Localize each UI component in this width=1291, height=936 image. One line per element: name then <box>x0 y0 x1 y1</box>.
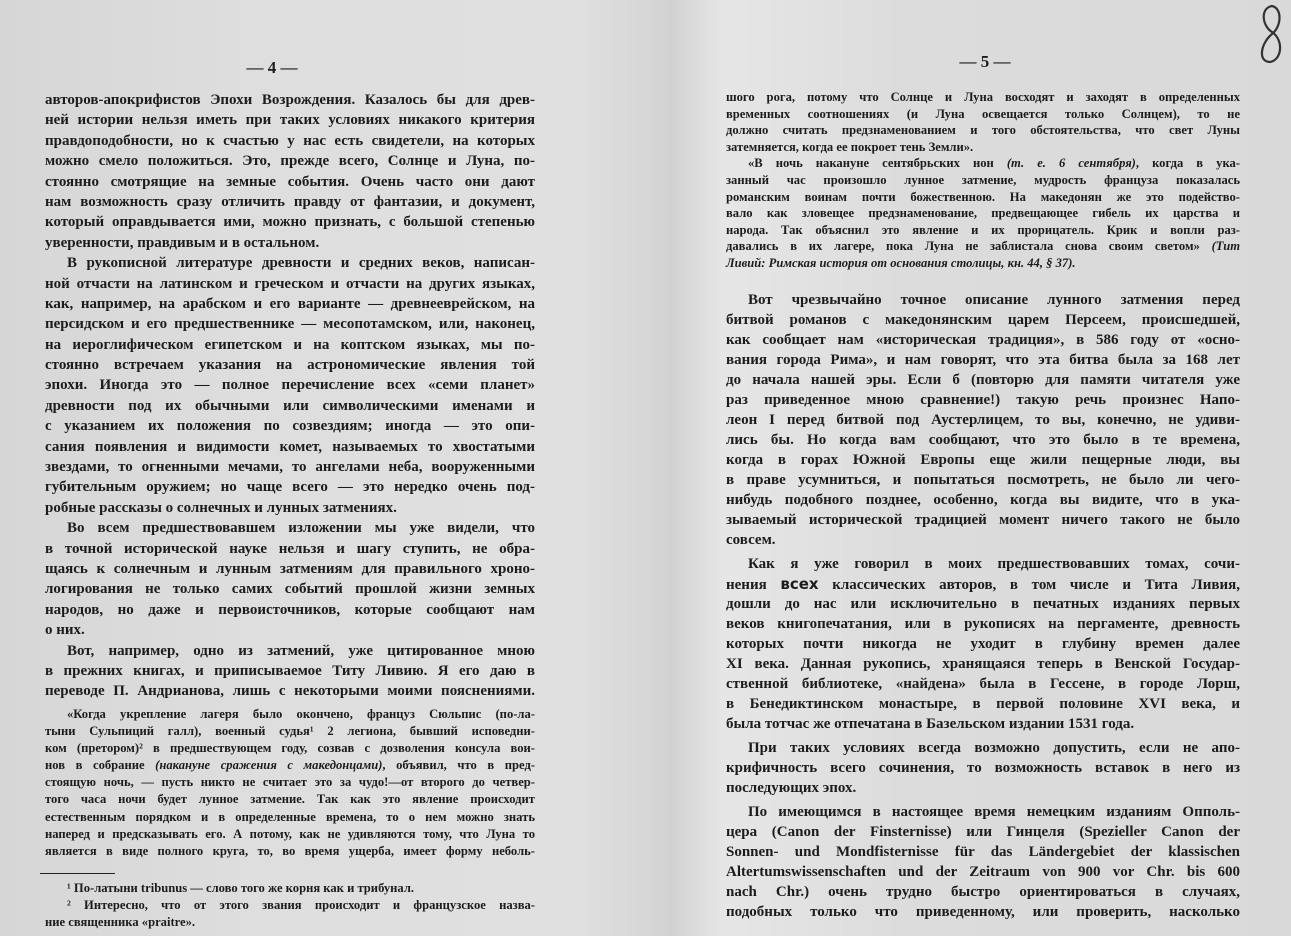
left-page <box>0 0 640 936</box>
italic-text: (Тит <box>1211 239 1240 254</box>
text-segment: классических авторов, в том числе и Тита Ливия, <box>818 577 1240 593</box>
text-line: При таких условиях всегда возможно допустить, если не апо- <box>748 740 1240 756</box>
text-line: nach Chr.) очень трудно быстро ориентироваться в случаях, <box>726 884 1240 900</box>
text-segment: давались в их лагере, пока Луна не заблистала снова своим светом» <box>726 239 1212 254</box>
text-line: правдоподобности, но к счастью у нас есть свидетели, на которых <box>45 132 535 149</box>
text-line: губительным оружием; но чаще всего — это нередко очень под- <box>45 479 535 496</box>
paragraph <box>726 155 1240 271</box>
text-line: авторов-апокрифистов Эпохи Возрождения. Казалось бы для древ- <box>45 92 535 108</box>
text-segment: нов в собрание <box>45 758 156 773</box>
page-number: — 4 — <box>246 58 298 77</box>
text-line: ней истории нельзя иметь при таких условиях никакого критерия <box>45 112 535 129</box>
text-line: «Когда укрепление лагеря было окончено, француз Сюльпис (по-ла- <box>67 707 535 721</box>
paragraph <box>45 880 535 897</box>
text-line: дошли до нас или исключительно в печатных изданиях первых <box>726 596 1240 612</box>
emphasized-text: всех <box>780 575 819 593</box>
text-line: зываемый исторической традицией момент ничего такого не было <box>726 512 1240 528</box>
footnote-divider <box>40 873 115 874</box>
block-quote <box>45 706 535 860</box>
text-line: нибудь подобного позднее, особенно, когда вы видите, что в ука- <box>726 492 1240 508</box>
text-line: нам возможность сразу отличить правду от фантазии, и документ, <box>45 193 535 210</box>
text-line: народов, но даже и первоисточников, которые сообщают нам <box>45 601 535 618</box>
text-line: леон I перед битвой под Аустерлицем, то вы, конечно, не удиви- <box>726 412 1240 428</box>
text-line: как сообщает нам «историческая традиция», в 586 году от «осно- <box>726 332 1240 348</box>
text-line: ² Интересно, что от этого звания происходит и французское назва- <box>67 898 535 912</box>
italic-text: (накануне сражения с македонцами) <box>155 758 383 773</box>
text-line: того часа ночи будет лунное затмение. Так как это явление происходит <box>45 792 535 807</box>
text-line: затемняется, когда ее покроет тень Земли». <box>726 139 974 154</box>
body-text <box>45 90 535 702</box>
text-line: наперед и предсказывать его. А потому, как не удивляются тому, что Луна то <box>45 826 535 841</box>
text-line: XI века. Данная рукопись, хранящаяся теперь в Венской Государ- <box>726 656 1240 672</box>
text-line: логирования не только самих событий прошлой жизни земных <box>45 581 535 598</box>
text-line: которых почти никогда не уходит в глубину времен далее <box>726 636 1240 652</box>
text-line <box>45 757 535 774</box>
paragraph <box>726 802 1240 922</box>
text-line <box>726 574 1240 594</box>
text-line: ком (претором)² в предшествующем году, созвав с дозволения консула вои- <box>45 741 535 756</box>
text-line: в прежних книгах, и приписываемое Титу Ливию. Я его даю в <box>45 662 535 679</box>
text-line: В рукописной литературе древности и средних веков, написан- <box>67 255 535 272</box>
text-line: крифичность всего сочинения, то возможность вставок в него из <box>726 760 1240 776</box>
paragraph <box>726 89 1240 155</box>
text-line: занный час произошло лунное затмение, мудрость француза показалась <box>726 172 1240 187</box>
text-line: лись бы. Но когда вам сообщают, что это было в те времена, <box>726 432 1240 448</box>
text-segment: , когда в ука- <box>1135 156 1240 171</box>
text-line: подобных только что приведенному, или проверить, насколько <box>726 904 1240 920</box>
text-line: как, например, на арабском и его варианте — древнееврейском, на <box>45 295 535 312</box>
italic-text: (т. е. 6 сентября) <box>1006 156 1136 171</box>
text-line: ние священника «praitre». <box>45 915 196 929</box>
text-line: тыни Сульпиций галл), военный судья¹ 2 легиона, бывший исповедни- <box>45 724 535 739</box>
text-line: Как я уже говорил в моих предшествовавших томах, сочи- <box>748 556 1240 572</box>
text-line: совсем. <box>726 532 776 548</box>
text-line: стоянно смотрящие на земные события. Очень часто они дают <box>45 173 535 190</box>
text-line <box>726 155 1240 172</box>
text-line: с указанием их положения по созвездиям; иногда — это опи- <box>45 418 535 435</box>
text-line: временных соотношениях (и Луна освещается только Солнцем), то не <box>726 106 1240 121</box>
text-line: сания появления и видимости комет, называемых то хвостатыми <box>45 438 535 455</box>
text-line: персидском и его предшественнике — месопотамском, или, наконец, <box>45 316 535 333</box>
text-line: битвой романов с македонянским царем Персеем, происшедшей, <box>726 312 1240 328</box>
text-line: в праве усумниться, и попытаться посмотреть, не было ли чего- <box>726 472 1240 488</box>
text-line: уверенности, правдивым и в остальном. <box>45 234 320 251</box>
text-line: Вот, например, одно из затмений, уже цитированное мною <box>67 642 535 659</box>
text-line: Altertumswissenschaften und der Zeitraum von 900 vor Chr. bis 600 <box>726 864 1240 880</box>
text-line: в точной исторической науке нельзя и шагу ступить, не обра- <box>45 540 535 557</box>
text-line: ной отчасти на латинском и греческом и отчасти на других языках, <box>45 275 535 292</box>
page-number: — 5 — <box>959 52 1011 71</box>
text-line <box>726 255 1240 272</box>
right-page <box>640 0 1291 936</box>
text-line: ственной библиотеке, «найдена» была в Гессене, в городе Лорш, <box>726 676 1240 692</box>
paragraph <box>45 253 535 518</box>
text-line <box>726 238 1240 255</box>
paragraph <box>726 738 1240 798</box>
paragraph <box>45 897 535 931</box>
footnotes <box>45 880 535 931</box>
text-line: Sonnen- und Mondfisternisse für das Ländergebiet der klassischen <box>726 844 1240 860</box>
text-line: можно смело положиться. Это, прежде всего, Солнце и Луна, по- <box>45 153 535 170</box>
text-line: Вот чрезвычайно точное описание лунного затмения перед <box>748 292 1240 308</box>
text-line: является в виде полного круга, то, во время ущерба, имеет форму неболь- <box>45 843 535 858</box>
text-line: когда в горах Южной Европы еще жили пещерные люди, вы <box>726 452 1240 468</box>
block-quote <box>726 89 1240 272</box>
paragraph <box>45 641 535 702</box>
paragraph <box>45 518 535 640</box>
text-line: естественным порядком и в определенные времена, то о нем можно знать <box>45 809 535 824</box>
text-line: вания города Рима», и нам говорят, что эта битва была за 168 лет <box>726 352 1240 368</box>
text-line: должно считать предзнаменованием и того обстоятельства, что свет Луны <box>726 123 1240 138</box>
text-line: о них. <box>45 622 85 639</box>
text-segment: , объявил, что в пред- <box>382 758 536 773</box>
text-line: шого рога, потому что Солнце и Луна восходят и заходят в определенных <box>726 90 1240 104</box>
handwritten-page-mark <box>1252 0 1291 70</box>
italic-text: Ливий: Римская история от основания столицы, кн. 44, § 37). <box>726 255 1076 270</box>
text-line: цера (Canon der Finsternisse) или Гинцеля (Spezieller Canon der <box>726 824 1240 840</box>
paragraph <box>726 554 1240 734</box>
text-line: который оправдывается ими, можно признать, с большой степенью <box>45 214 535 231</box>
text-line: переводе П. Андрианова, лишь с некоторыми моими пояснениями. <box>45 683 535 700</box>
text-line: веков книгопечатания, или в рукописях на пергаменте, древность <box>726 616 1240 632</box>
text-line: последующих эпох. <box>726 780 857 796</box>
text-line: стоянно встречаем указания на астрономические явления той <box>45 357 535 374</box>
text-line: древности под их обычными или символическими именами и <box>45 397 535 414</box>
text-line: была тотчас же отпечатана в Базельском издании 1531 года. <box>726 716 1135 732</box>
text-line: на иероглифическом египетском и на коптском языках, мы по- <box>45 336 535 353</box>
text-line: звездами, то огненными мечами, то ангелами неба, вооруженными <box>45 459 535 476</box>
text-line: народа. Так объяснил это явление и их прорицатель. Крик и вопли раз- <box>726 222 1240 237</box>
text-line: раз приведенное мною сравнение!) такую речь произнес Напо- <box>726 392 1240 408</box>
text-segment: нения <box>726 577 781 593</box>
text-line: щаясь к солнечным и лунным затмениям для правильного хроно- <box>45 560 535 577</box>
text-line: ¹ По-латыни tribunus — слово того же корня как и трибунал. <box>67 881 415 895</box>
paragraph <box>726 290 1240 550</box>
paragraph <box>45 706 535 860</box>
body-text <box>726 290 1240 926</box>
text-line: романским воинам почти божественною. На македонян же это подейство- <box>726 189 1240 204</box>
text-line: в Бенедиктинском монастыре, в первой половине XVI века, и <box>726 696 1240 712</box>
paragraph <box>45 90 535 253</box>
text-segment: «В ночь накануне сентябрьских нон <box>748 156 1007 171</box>
text-line: Во всем предшествовавшем изложении мы уже видели, что <box>67 520 535 537</box>
text-line: По имеющимся в настоящее время немецким изданиям Опполь- <box>748 804 1240 820</box>
text-line: до начала нашей эры. Если б (повторю для памяти читателя уже <box>726 372 1240 388</box>
text-line: стоящую ночь, — пусть никто не считает это за чудо!—от второго до четвер- <box>45 775 535 790</box>
text-line: робные рассказы о солнечных и лунных затмениях. <box>45 499 397 516</box>
text-line: эпохи. Иногда это — полное перечисление всех «семи планет» <box>45 377 535 394</box>
text-line: вало как зловещее предзнаменование, предвещающее гибель их царства и <box>726 206 1240 221</box>
